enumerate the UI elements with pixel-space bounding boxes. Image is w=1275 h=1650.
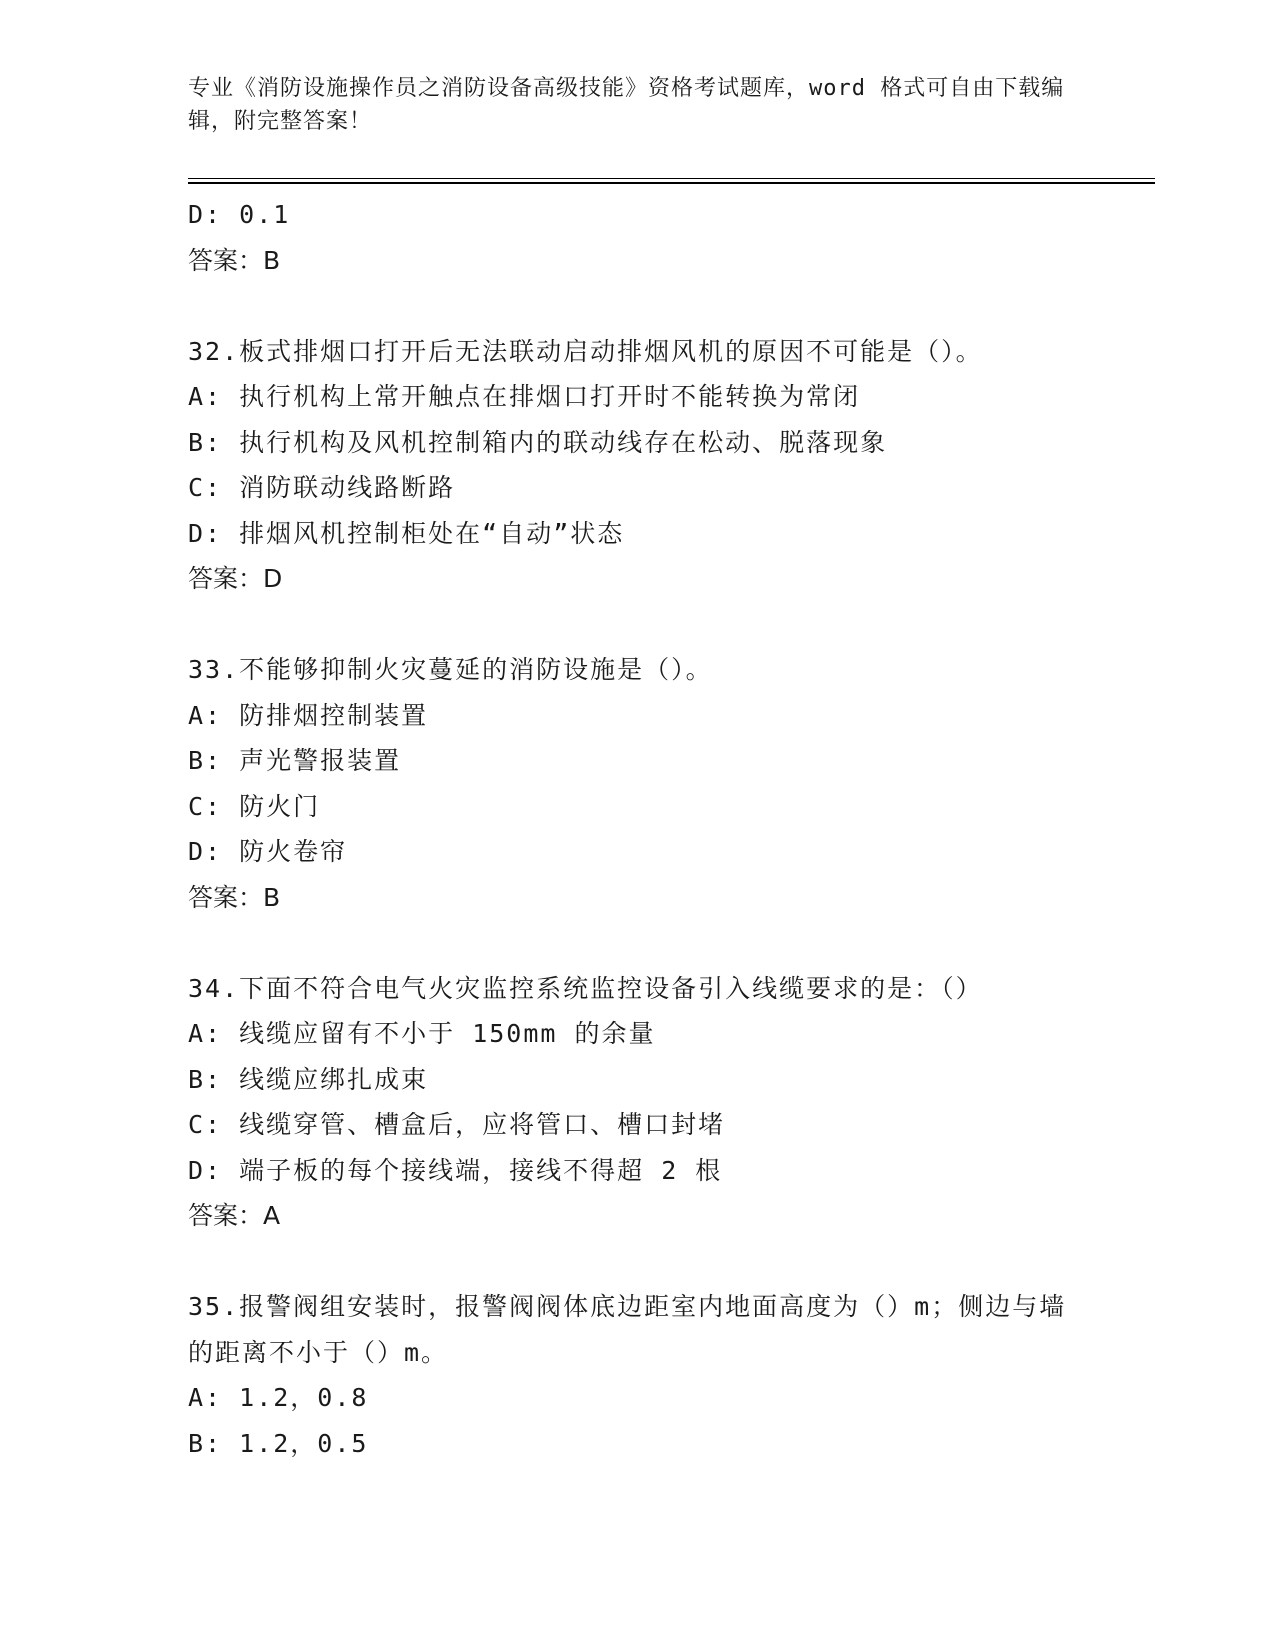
option-d: D: 端子板的每个接线端，接线不得超 2 根 bbox=[188, 1155, 723, 1185]
answer: 答案：A bbox=[188, 1201, 281, 1230]
header-rule-thick bbox=[188, 182, 1155, 184]
option-d: D: 排烟风机控制柜处在“自动”状态 bbox=[188, 518, 625, 548]
question-stem: 34.下面不符合电气火灾监控系统监控设备引入线缆要求的是：（） bbox=[188, 973, 983, 1003]
option-d-prev: D: 0.1 bbox=[188, 200, 291, 229]
question-32 bbox=[188, 329, 1088, 602]
question-list bbox=[188, 192, 1088, 1466]
answer: 答案：D bbox=[188, 564, 283, 593]
header-rule-thin bbox=[188, 178, 1155, 179]
option-c: C: 线缆穿管、槽盒后，应将管口、槽口封堵 bbox=[188, 1110, 726, 1139]
option-c: C: 防火门 bbox=[188, 791, 321, 821]
question-stem: 35.报警阀组安装时，报警阀阀体底边距室内地面高度为（）m；侧边与墙的距离不小于（）m。 bbox=[188, 1292, 1067, 1367]
option-a: A: 执行机构上常开触点在排烟口打开时不能转换为常闭 bbox=[188, 382, 861, 411]
question-35 bbox=[188, 1284, 1088, 1466]
page-header: 专业《消防设施操作员之消防设备高级技能》资格考试题库，word 格式可自由下载编辑，附完整答案！ bbox=[188, 76, 1065, 134]
answer: 答案：B bbox=[188, 882, 281, 912]
spacer bbox=[188, 920, 1088, 966]
option-a: A: 防排烟控制装置 bbox=[188, 700, 429, 730]
option-d: D: 防火卷帘 bbox=[188, 837, 348, 866]
option-b: B: 执行机构及风机控制箱内的联动线存在松动、脱落现象 bbox=[188, 427, 888, 457]
question-stem: 32.板式排烟口打开后无法联动启动排烟风机的原因不可能是（）。 bbox=[188, 336, 983, 366]
option-a: A: 线缆应留有不小于 150mm 的余量 bbox=[188, 1019, 656, 1048]
option-b: B: 线缆应绑扎成束 bbox=[188, 1064, 429, 1094]
question-33 bbox=[188, 647, 1088, 920]
option-a: A: 1.2，0.8 bbox=[188, 1383, 369, 1412]
spacer bbox=[188, 602, 1088, 648]
spacer bbox=[188, 1239, 1088, 1285]
option-c: C: 消防联动线路断路 bbox=[188, 473, 456, 502]
answer-prev: 答案：B bbox=[188, 245, 281, 275]
spacer bbox=[188, 283, 1088, 329]
option-b: B: 1.2，0.5 bbox=[188, 1428, 369, 1458]
question-34 bbox=[188, 966, 1088, 1239]
question-stem: 33.不能够抑制火灾蔓延的消防设施是（）。 bbox=[188, 655, 713, 684]
option-b: B: 声光警报装置 bbox=[188, 746, 402, 775]
